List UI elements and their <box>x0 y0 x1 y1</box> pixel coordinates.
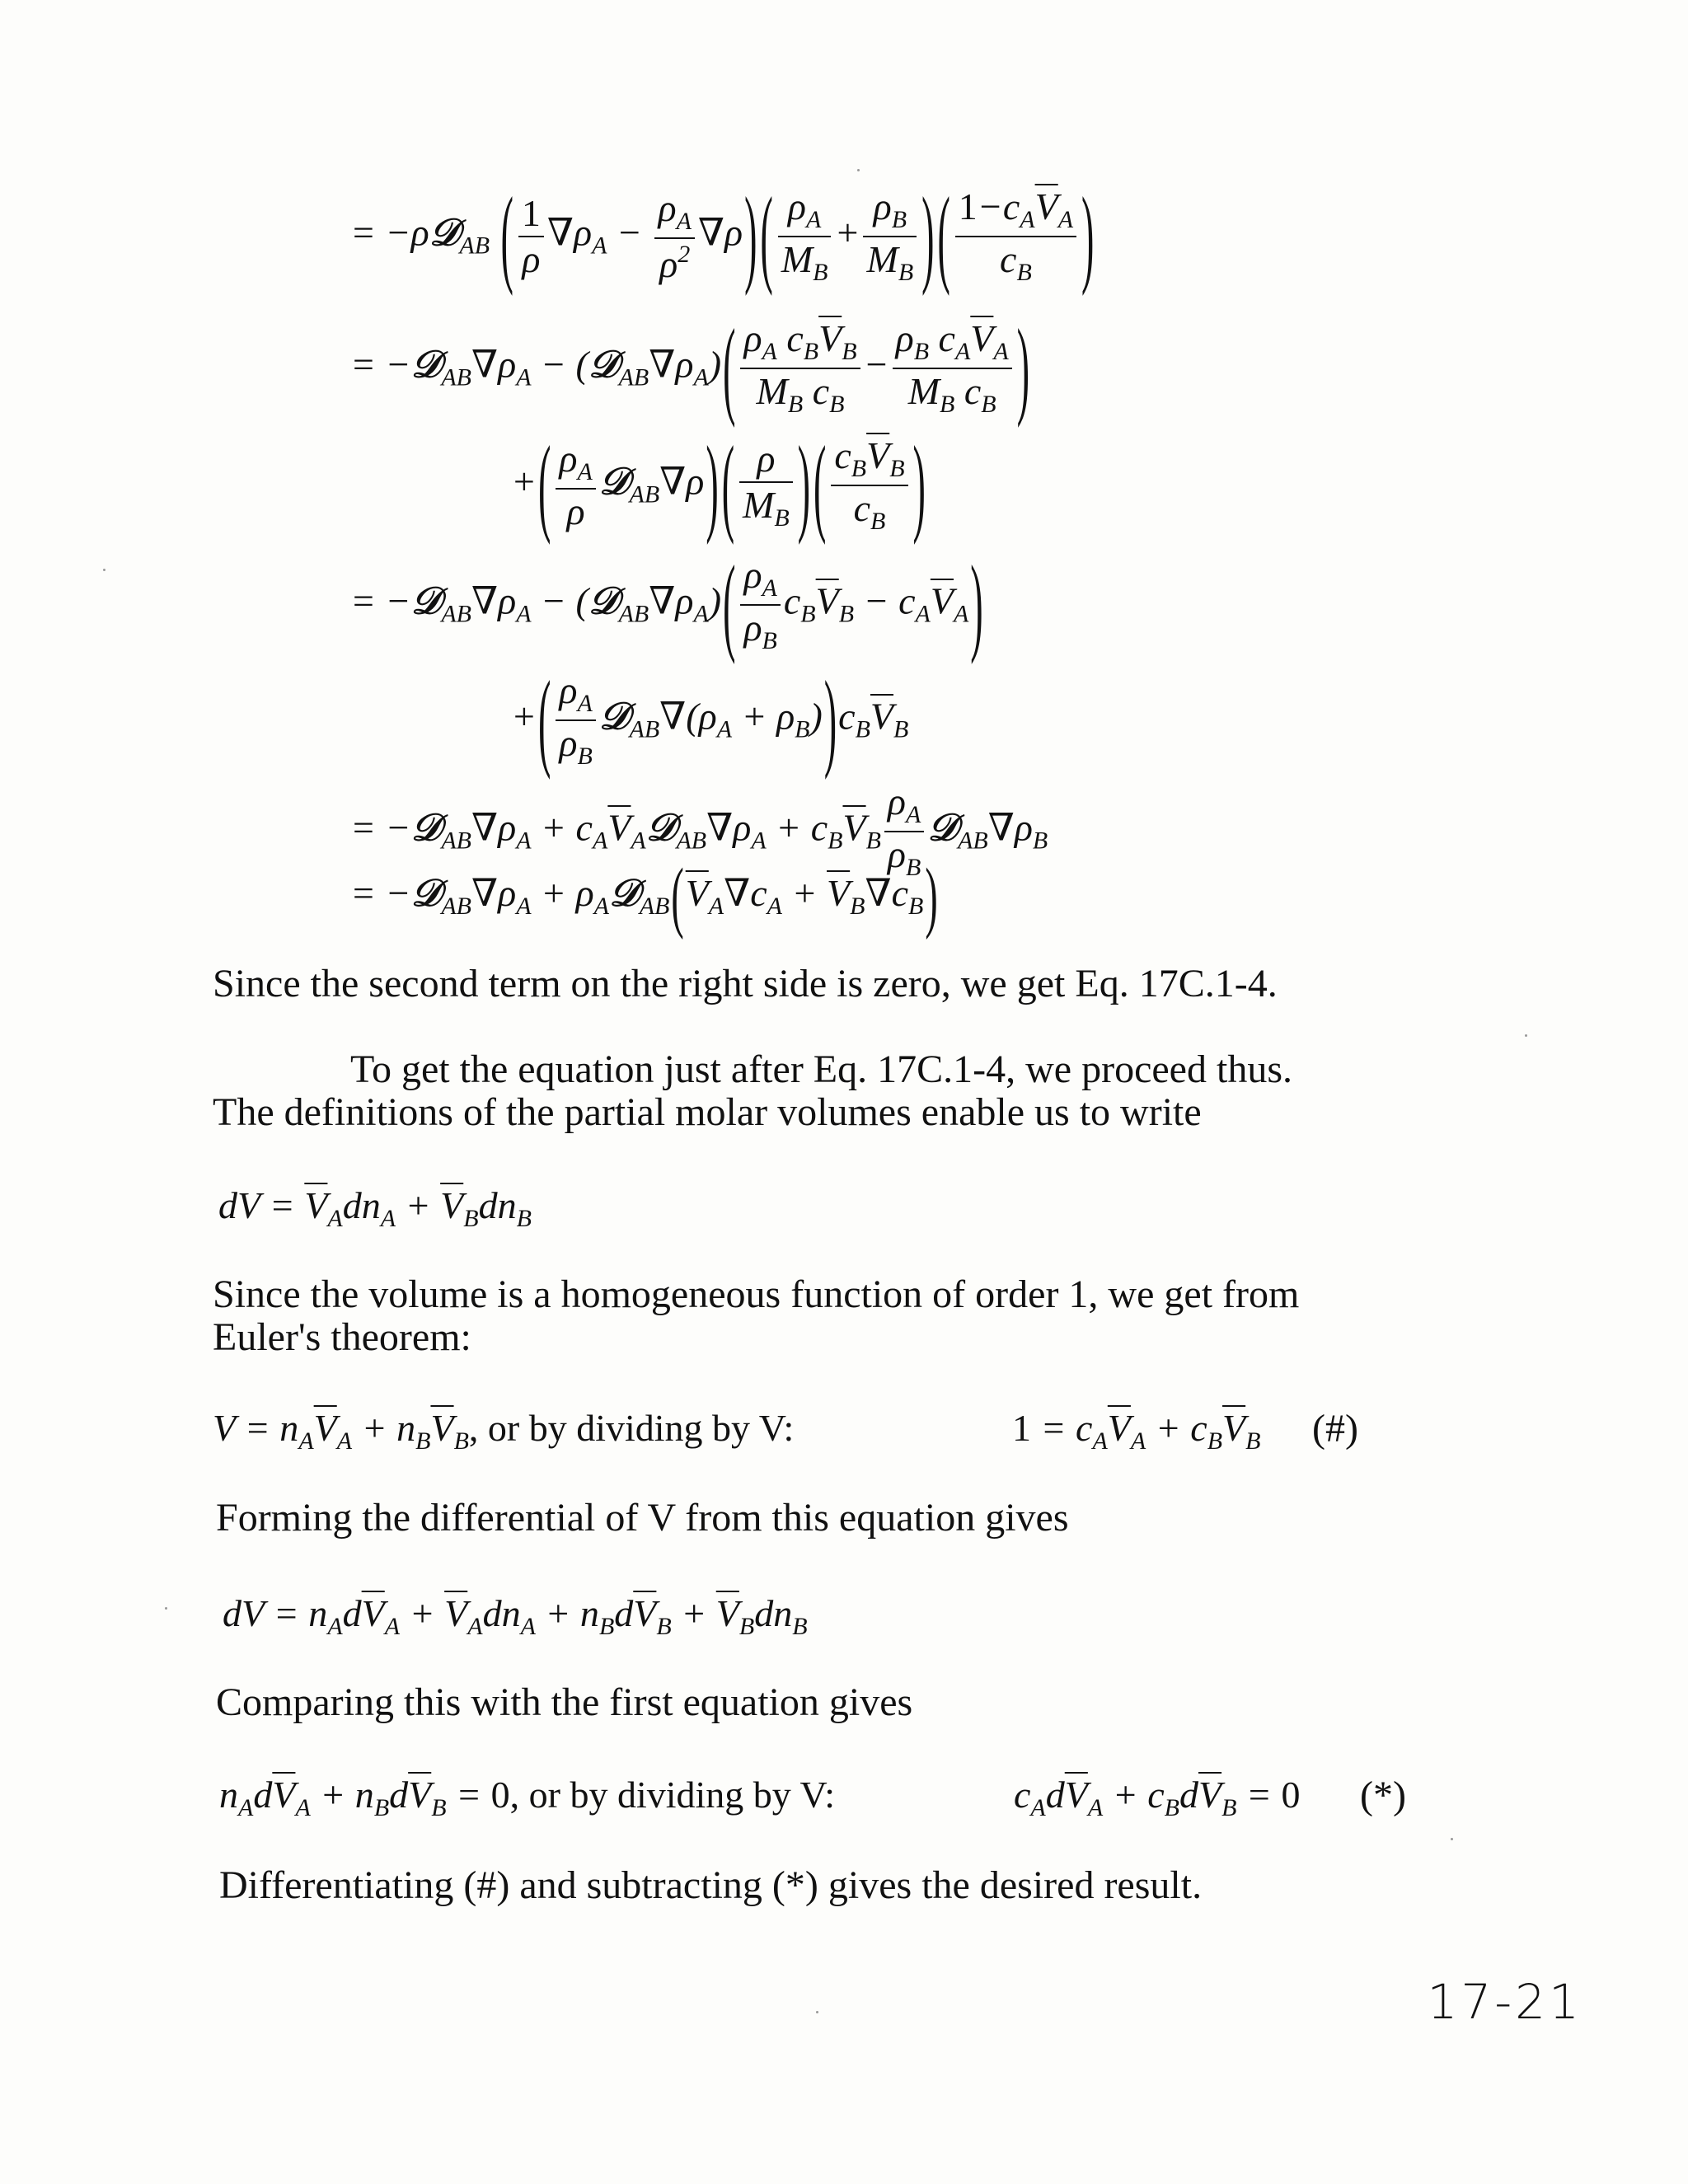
scan-speck <box>857 169 860 171</box>
paragraph-6: Differentiating (#) and subtracting (*) gives the desired result. <box>219 1863 1203 1907</box>
equation-gibbs-duhem: $n_Ad\overline{V}_A + n_Bd\overline{V}_B = 0$, or by dividing by V: <box>219 1774 836 1821</box>
equation-differential: dV = $n_Ad\overline{V}_A + \overline{V}_Adn_A + n_Bd\overline{V}_B + \overline{V}_Bdn_B$ <box>223 1592 808 1640</box>
equation-line-2: = $-𝒟_{AB}\nabla\rho_A$ − $(𝒟_{AB}\nabla\rho_A)$( $\frac{\rho_A c_B\overline{V}_B}{M_B c_B}$ − $\frac{\rho_B c_A\overline{V}_A}{M_B c_B}$ ) <box>350 306 1030 429</box>
equation-line-4: = $-𝒟_{AB}\nabla\rho_A$ − $(𝒟_{AB}\nabla\rho_A)$( $\frac{\rho_A}{\rho_B}$ $c_B\overline{V}_B - c_A\overline{V}_A$) <box>350 542 983 665</box>
equation-star: $c_Ad\overline{V}_A + c_Bd\overline{V}_B = 0$ <box>1014 1774 1301 1821</box>
scan-speck <box>103 569 106 571</box>
equation-line-3: +( $\frac{\rho_A}{\rho}$ 𝒟$_{AB}$∇ρ)( $\frac{\rho}{M_B}$ )( $\frac{c_B\overline{V}_B}{c_B}$ ) <box>511 423 926 546</box>
paragraph-2-line-2: The definitions of the partial molar volumes enable us to write <box>213 1090 1202 1134</box>
page-number: 17-21 <box>1427 1974 1582 2030</box>
paragraph-1: Since the second term on the right side is zero, we get Eq. 17C.1-4. <box>213 962 1278 1005</box>
tag-star: (*) <box>1360 1774 1406 1817</box>
equation-line-1: = −ρ𝒟$_{AB}$ ( $\frac{1}{\rho}$ $\nabla\rho_A$ − $\frac{\rho_A}{\rho^2}$ ∇ρ)( $\frac{\rho_A}{M_B}$ + $\frac{\rho_B}{M_B}$ )( $\frac{1-c_A\overline{V}_A}{c_B}$ ) <box>350 174 1095 297</box>
equation-euler: $V = n_A\overline{V}_A + n_B\overline{V}_B$, or by dividing by V: <box>213 1407 795 1455</box>
equation-line-7: = $-𝒟_{AB}\nabla\rho_A$ + $\rho_A𝒟_{AB}(\overline{V}_A\nabla c_A + \overline{V}_B\nabla c_B)$ <box>350 851 938 940</box>
scan-speck <box>816 2011 818 2013</box>
paragraph-5: Comparing this with the first equation gives <box>216 1680 913 1724</box>
tag-hash: (#) <box>1312 1407 1358 1451</box>
paragraph-4: Forming the differential of V from this equation gives <box>216 1496 1069 1540</box>
scan-speck <box>165 1607 167 1610</box>
scan-speck <box>1451 1838 1453 1840</box>
paragraph-3-line-1: Since the volume is a homogeneous function of order 1, we get from <box>213 1272 1300 1316</box>
equation-hash: $1 = c_A\overline{V}_A + c_B\overline{V}_B$ <box>1012 1407 1261 1455</box>
scan-speck <box>1525 1034 1527 1037</box>
or-by-dividing-text: , or by dividing by V: <box>468 1407 795 1449</box>
paragraph-3-line-2: Euler's theorem: <box>213 1315 471 1359</box>
equation-dV-partial: dV = $\overline{V}_Adn_A + \overline{V}_Bdn_B$ <box>218 1184 532 1232</box>
paragraph-2-line-1: To get the equation just after Eq. 17C.1-4, we proceed thus. <box>350 1047 1292 1091</box>
equation-line-6: = $-𝒟_{AB}\nabla\rho_A$ + $c_A\overline{V}_A𝒟_{AB}\nabla\rho_A + c_B\overline{V}_B$ $\frac{\rho_A}{\rho_B}$ $𝒟_{AB}\nabla\rho_B$ <box>350 780 1048 881</box>
equation-line-5: +( $\frac{\rho_A}{\rho_B}$ $𝒟_{AB}\nabla(\rho_A + \rho_B))c_B\overline{V}_B$ <box>511 658 909 780</box>
or-by-dividing-text-2: , or by dividing by V: <box>509 1774 836 1816</box>
